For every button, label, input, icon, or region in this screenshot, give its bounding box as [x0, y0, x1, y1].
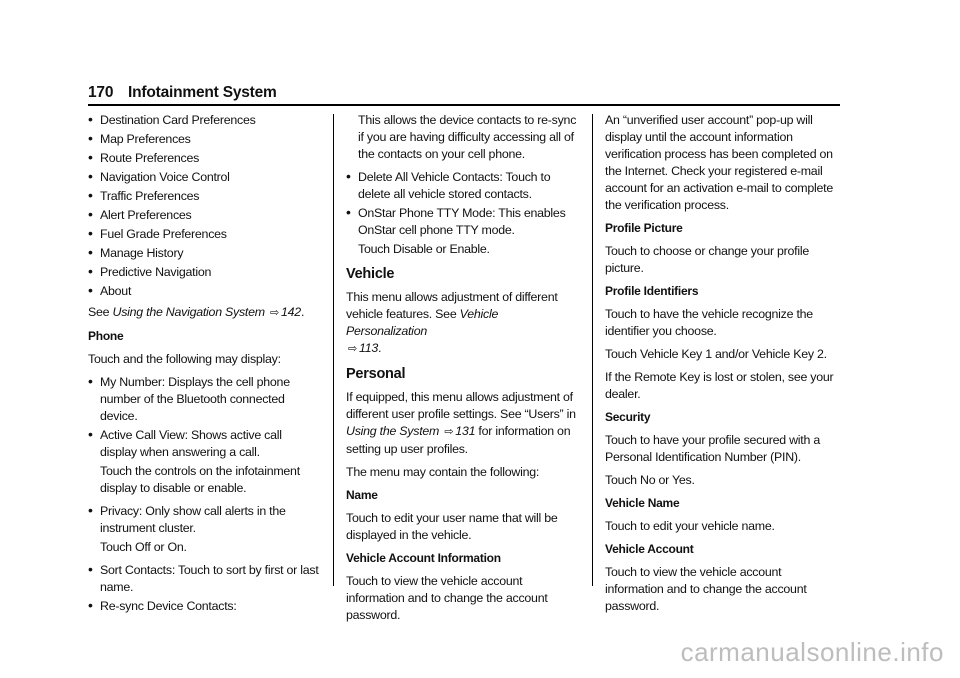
list-item: • Route Preferences [88, 150, 320, 167]
column-left [88, 112, 320, 617]
page-reference[interactable]: 142 [281, 305, 301, 319]
security-text: Touch to have your profile secured with a Personal Identification Number (PIN). [605, 433, 820, 464]
list-item: • Fuel Grade Preferences [88, 226, 320, 243]
list-item: • Re-sync Device Contacts: [88, 598, 320, 615]
list-item: • Delete All Vehicle Contacts: Touch to delete all vehicle stored contacts. [346, 169, 578, 203]
menu-contains-text: The menu may contain the following: [346, 465, 540, 479]
name-heading: Name [346, 488, 378, 502]
bullet-note: Touch Disable or Enable. [358, 242, 490, 256]
list-item: • OnStar Phone TTY Mode: This enables OnStar cell phone TTY mode. [346, 205, 578, 239]
page-arrow-icon: ⇨ [348, 343, 357, 355]
list-item: • Alert Preferences [88, 207, 320, 224]
vehicle-account-info-text: Touch to view the vehicle account information and to change the account password. [346, 574, 548, 622]
vehicle-text: This menu allows adjustment of different vehicle features. See Vehicle Personalization ⇨ 113. [346, 290, 558, 355]
vehicle-name-text: Touch to edit your vehicle name. [605, 519, 775, 533]
column-divider [592, 114, 593, 586]
page-reference[interactable]: 131 [455, 424, 476, 438]
bullet-note: Touch the controls on the infotainment display to disable or enable. [100, 464, 300, 495]
see-reference: See Using the Navigation System ⇨ 142. [88, 305, 305, 319]
vehicle-key-text: Touch Vehicle Key 1 and/or Vehicle Key 2. [605, 347, 827, 361]
list-item: • My Number: Displays the cell phone number of the Bluetooth connected device. [88, 374, 320, 425]
page-arrow-icon: ⇨ [444, 426, 454, 438]
list-item: • Predictive Navigation [88, 264, 320, 281]
personal-heading: Personal [346, 366, 406, 382]
list-item: • Active Call View: Shows active call display when answering a call. [88, 427, 320, 461]
vehicle-account-info-heading: Vehicle Account Information [346, 551, 501, 565]
column-middle [346, 112, 578, 630]
profile-identifiers-text: Touch to have the vehicle recognize the identifier you choose. [605, 307, 813, 338]
column-right [605, 112, 840, 621]
profile-picture-text: Touch to choose or change your profile picture. [605, 244, 810, 275]
phone-heading: Phone [88, 329, 124, 343]
vehicle-heading: Vehicle [346, 266, 395, 282]
cross-reference-link[interactable]: Using the Navigation System [112, 305, 265, 319]
list-item: • Privacy: Only show call alerts in the instrument cluster. [88, 503, 320, 537]
profile-picture-heading: Profile Picture [605, 221, 683, 235]
list-item: • About [88, 283, 320, 300]
nav-bullet-list [88, 112, 320, 300]
list-item: • Navigation Voice Control [88, 169, 320, 186]
page-arrow-icon: ⇨ [270, 307, 280, 319]
page-header [88, 82, 840, 106]
cross-reference-link[interactable]: Using the System [346, 424, 440, 438]
vehicle-account-heading: Vehicle Account [605, 542, 694, 556]
unverified-account-text: An “unverified user account” pop-up will display until the account information verification process has been completed on the Internet. Check your registered e-mail account for an activation e-mail to complete the verification process. [605, 113, 833, 212]
vehicle-account-text: Touch to view the vehicle account information and to change the account password. [605, 565, 807, 613]
cross-reference-link[interactable]: Vehicle Personalization [346, 307, 499, 338]
lost-key-text: If the Remote Key is lost or stolen, see your dealer. [605, 370, 834, 401]
page-reference[interactable]: 113 [358, 341, 378, 355]
bullet-note: Touch Off or On. [100, 540, 187, 554]
name-text: Touch to edit your user name that will be displayed in the vehicle. [346, 511, 558, 542]
section-title: Infotainment System [128, 84, 277, 101]
list-item: • Manage History [88, 245, 320, 262]
list-item: • Destination Card Preferences [88, 112, 320, 129]
personal-text: If equipped, this menu allows adjustment of different user profile settings. See “Users” in Using the System ⇨ 131 for information on setting up user profiles. [346, 390, 576, 456]
list-item: • Traffic Preferences [88, 188, 320, 205]
list-item: • Map Preferences [88, 131, 320, 148]
vehicle-name-heading: Vehicle Name [605, 496, 680, 510]
profile-identifiers-heading: Profile Identifiers [605, 284, 699, 298]
watermark: carmanualsonline.info [680, 637, 944, 667]
bullet-note: This allows the device contacts to re-sync if you are having difficulty accessing all of the contacts on your cell phone. [358, 113, 577, 161]
security-note: Touch No or Yes. [605, 473, 695, 487]
security-heading: Security [605, 410, 651, 424]
column-divider [333, 114, 334, 586]
page-number: 170 [88, 84, 114, 101]
list-item: • Sort Contacts: Touch to sort by first or last name. [88, 562, 320, 596]
phone-intro: Touch and the following may display: [88, 352, 281, 366]
